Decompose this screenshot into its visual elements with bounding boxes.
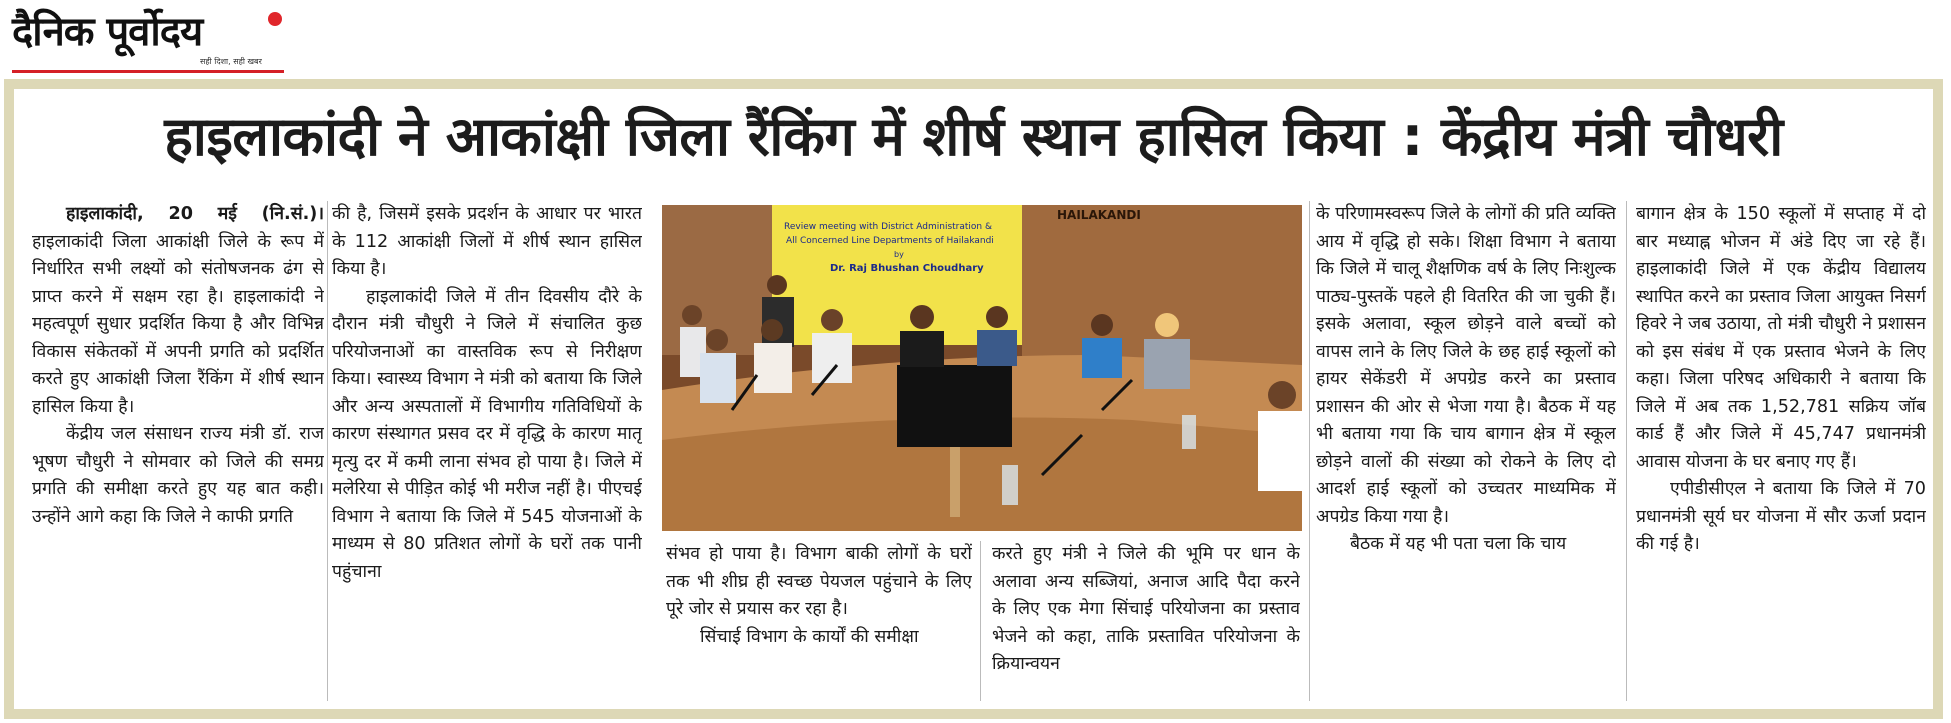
- paragraph: एपीडीसीएल ने बताया कि जिले में 70 प्रधानमंत्री सूर्य घर योजना में सौर ऊर्जा प्रदान की गई है।: [1636, 479, 1926, 554]
- banner-line-2: All Concerned Line Departments of Hailakandi: [786, 236, 994, 246]
- water-bottle: [1182, 415, 1196, 449]
- article-column-under-photo-left: [666, 541, 972, 701]
- water-bottle: [1002, 465, 1018, 505]
- attendee-body: [900, 331, 944, 367]
- paragraph: की है, जिसमें इसके प्रदर्शन के आधार पर भारत के 112 आकांक्षी जिलों में शीर्ष स्थान हासिल किया है।: [332, 204, 642, 279]
- column-divider: [1309, 201, 1310, 701]
- article-column-under-photo-right: [992, 541, 1300, 701]
- attendee-head: [986, 306, 1008, 328]
- column-divider: [327, 201, 328, 701]
- attendee-head: [1155, 313, 1179, 337]
- attendee-head: [1091, 314, 1113, 336]
- attendee-head: [821, 309, 843, 331]
- paragraph: सिंचाई विभाग के कार्यों की समीक्षा: [700, 626, 919, 647]
- attendee-body: [1082, 338, 1122, 378]
- paragraph: केंद्रीय जल संसाधन राज्य मंत्री डॉ. राज भूषण चौधुरी ने सोमवार को जिले की समग्र प्रगति की समीक्षा करते हुए यह बात कही। उन्होंने आगे कहा कि जिले ने काफी प्रगति: [32, 424, 324, 527]
- monitor-stand: [950, 447, 960, 517]
- article-column-2: [332, 201, 642, 701]
- dateline: हाइलाकांदी, 20 मई (नि.सं.)।: [66, 204, 324, 224]
- attendee-body: [1258, 411, 1302, 491]
- attendee-body: [977, 330, 1017, 366]
- paragraph: करते हुए मंत्री ने जिले की भूमि पर धान के अलावा अन्य सब्जियां, अनाज आदि पैदा करने के लिए एक मेगा सिंचाई परियोजना का प्रस्ताव भेजने को कहा, ताकि प्रस्तावित परियोजना के क्रियान्वयन: [992, 544, 1300, 674]
- article-column-1: [32, 201, 324, 701]
- meeting-photo: [662, 205, 1302, 531]
- attendee-body: [700, 353, 736, 403]
- paragraph: संभव हो पाया है। विभाग बाकी लोगों के घरों तक भी शीघ्र ही स्वच्छ पेयजल पहुंचाने के लिए पूरे जोर से प्रयास कर रहा है।: [666, 544, 972, 619]
- attendee-head: [761, 319, 783, 341]
- article-column-3: [1316, 201, 1616, 701]
- column-divider: [1626, 201, 1627, 701]
- monitor-screen: [897, 365, 1012, 447]
- article-column-4: [1636, 201, 1926, 701]
- paragraph: हाइलाकांदी जिले में तीन दिवसीय दौरे के दौरान मंत्री चौधुरी ने जिले में संचालित कुछ परियोजनाओं का वास्तविक रूप से निरीक्षण किया। स्वास्थ्य विभाग ने मंत्री को बताया कि जिले और अन्य अस्पतालों में विभागीय गतिविधियों के कारण संस्थागत प्रसव दर में वृद्धि के कारण मातृ मृत्यु दर में कमी लाना संभव हो पाया है। जिले में मलेरिया से पीड़ित कोई भी मरीज नहीं है। पीएचई विभाग ने बताया कि जिले में 545 योजनाओं के माध्यम से 80 प्रतिशत लोगों के घरों तक पानी पहुंचाना: [332, 286, 642, 582]
- article-clipping: [14, 89, 1933, 709]
- attendee-body: [812, 333, 852, 383]
- attendee-head: [767, 275, 787, 295]
- paragraph: बैठक में यह भी पता चला कि चाय: [1350, 534, 1567, 554]
- column-divider: [980, 541, 981, 701]
- attendee-body: [754, 343, 792, 393]
- attendee-head: [682, 305, 702, 325]
- logo-tagline: सही दिशा, सही खबर: [200, 57, 262, 66]
- masthead: [0, 0, 1951, 78]
- wall-sign: HAILAKANDI: [1057, 208, 1141, 222]
- banner-line-4: Dr. Raj Bhushan Choudhary: [830, 263, 984, 274]
- paragraph: के परिणामस्वरूप जिले के लोगों की प्रति व्यक्ति आय में वृद्धि हो सके। शिक्षा विभाग ने बताया कि जिले में चालू शैक्षणिक वर्ष के लिए निःशुल्क पाठ्य-पुस्तकें पहले ही वितरित की जा चुकी हैं। इसके अलावा, स्कूल छोड़ने वाले बच्चों को वापस लाने के लिए जिले के छह हाई स्कूलों को हायर सेकेंडरी में अपग्रेड करने का प्रस्ताव प्रशासन की ओर से भेजा गया है। बैठक में यह भी बताया गया कि चाय बागान क्षेत्र में स्कूल छोड़ने वालों की संख्या को रोकने के लिए दो आदर्श हाई स्कूलों को उच्चतर माध्यमिक में अपग्रेड किया गया है।: [1316, 204, 1616, 527]
- article-frame: [4, 79, 1943, 719]
- banner-line-3: by: [894, 250, 904, 259]
- article-headline: हाइलाकांदी ने आकांक्षी जिला रैंकिंग में शीर्ष स्थान हासिल किया : केंद्रीय मंत्री चौधरी: [164, 105, 1783, 168]
- attendee-head: [706, 329, 728, 351]
- paragraph: बागान क्षेत्र के 150 स्कूलों में सप्ताह में दो बार मध्याह्न भोजन में अंडे दिए जा रहे हैं। हाइलाकांदी जिले में एक केंद्रीय विद्यालय स्थापित करने का प्रस्ताव जिला आयुक्त निसर्ग हिवरे ने जब उठाया, तो मंत्री चौधुरी ने प्रशासन को इस संबंध में एक प्रस्ताव भेजने के लिए कहा। जिला परिषद अधिकारी ने बताया कि जिले में अब तक 1,52,781 सक्रिय जॉब कार्ड हैं और जिले में 45,747 प्रधानमंत्री आवास योजना के घर बनाए गए हैं।: [1636, 204, 1926, 472]
- banner-line-1: Review meeting with District Administration &: [784, 222, 992, 232]
- attendee-head: [910, 305, 934, 329]
- paragraph: हाइलाकांदी जिला आकांक्षी जिले के रूप में निर्धारित सभी लक्ष्यों को संतोषजनक ढंग से प्राप्त करने में सक्षम रहा है। हाइलाकांदी ने महत्वपूर्ण सुधार प्रदर्शित किया है और विभिन्न विकास संकेतकों में अपनी प्रगति को प्रदर्शित करते हुए आकांक्षी जिला रैंकिंग में शीर्ष स्थान हासिल किया है।: [32, 231, 324, 417]
- logo-dot-icon: [268, 12, 282, 26]
- attendee-head: [1268, 381, 1296, 409]
- newspaper-logo[interactable]: दैनिक पूर्वोदय: [12, 9, 203, 55]
- banner: [772, 205, 1022, 345]
- meeting-photo-illustration: [662, 205, 1302, 531]
- logo-underline: [12, 70, 284, 73]
- attendee-body: [1144, 339, 1190, 389]
